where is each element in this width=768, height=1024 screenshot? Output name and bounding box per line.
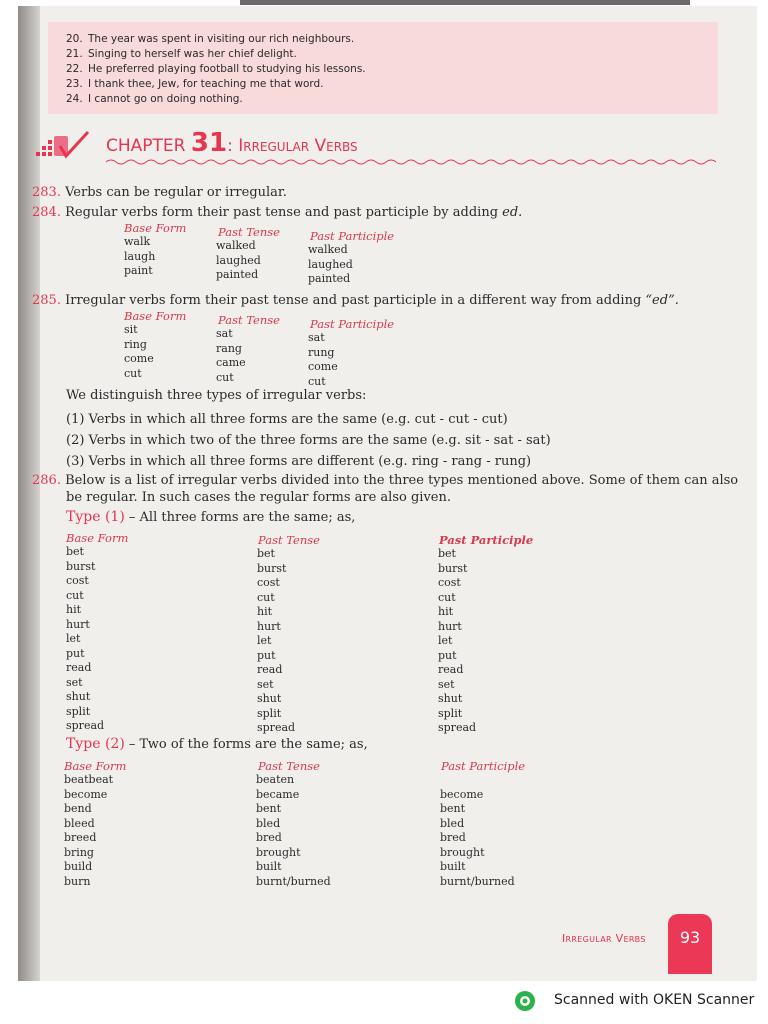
table-cell: bend <box>64 802 92 815</box>
table-cell: bled <box>440 816 465 830</box>
footer-chapter-title: Irregular Verbs <box>562 932 646 945</box>
list-item: (1) Verbs in which all three forms are the same (e.g. cut - cut - cut) <box>66 412 508 427</box>
table-cell: brought <box>256 845 301 859</box>
table-cell: built <box>256 860 282 873</box>
table-cell: bent <box>256 802 282 815</box>
table-cell: read <box>438 663 464 676</box>
table-cell: brought <box>440 845 485 859</box>
table-cell: sit <box>124 323 138 336</box>
list-item: (3) Verbs in which all three forms are different (e.g. ring - rang - rung) <box>66 454 532 469</box>
table-cell: put <box>66 646 85 660</box>
table-cell: let <box>438 634 453 647</box>
table-cell: ring <box>124 337 147 351</box>
table-cell: split <box>438 706 463 720</box>
table-cell: hit <box>257 605 273 618</box>
table-cell: bet <box>257 547 275 560</box>
header-base-form: Base Form <box>124 221 187 235</box>
table-cell: cut <box>66 588 84 602</box>
table-cell: laughed <box>308 257 353 271</box>
table-cell: split <box>66 704 91 718</box>
top-edge-bar <box>240 0 690 5</box>
table-cell: burst <box>66 559 96 573</box>
list-item: 22. He preferred playing football to studying his lessons. <box>66 63 366 75</box>
table-cell: breed <box>64 831 97 844</box>
table-cell: spread <box>66 719 105 732</box>
table-cell: rung <box>308 345 335 359</box>
table-cell: cut <box>216 370 234 384</box>
paragraph-285: 285. Irregular verbs form their past tense and past participle in a different way from adding “ed”. <box>32 293 679 308</box>
header-past-tense: Past Tense <box>258 533 320 547</box>
list-item: 20. The year was spent in visiting our rich neighbours. <box>66 33 355 45</box>
table-cell: cut <box>124 366 142 380</box>
types-list <box>66 409 551 472</box>
table-cell: walked <box>216 239 256 252</box>
checkmark-icon <box>34 130 94 164</box>
table-cell: become <box>64 787 108 801</box>
scanner-text: Scanned with OKEN Scanner <box>554 992 755 1008</box>
table-cell: read <box>257 663 283 676</box>
table-cell: spread <box>438 721 477 734</box>
chapter-title: CHAPTER 31: Irregular Verbs <box>106 128 358 158</box>
table-cell: hurt <box>257 619 281 633</box>
previous-exercise-list <box>66 32 366 107</box>
header-base-form: Base Form <box>66 531 129 545</box>
table-cell: built <box>440 860 466 873</box>
table-cell: bred <box>256 831 282 844</box>
table-cell: burst <box>438 561 468 575</box>
header-past-tense: Past Tense <box>218 313 280 327</box>
table-cell: bring <box>64 845 94 859</box>
table-cell: put <box>257 648 276 662</box>
list-item: 24. I cannot go on doing nothing. <box>66 93 243 105</box>
table-cell: come <box>308 360 338 373</box>
table-cell: bet <box>66 545 84 558</box>
table-cell: sat <box>308 331 325 344</box>
table-cell: hit <box>438 605 454 618</box>
table-cell: set <box>66 675 83 689</box>
table-cell: bent <box>440 802 466 815</box>
table-cell: painted <box>216 268 259 281</box>
scanner-logo-icon <box>514 990 538 1012</box>
header-base-form: Base Form <box>64 759 127 773</box>
table-cell: cost <box>66 574 89 587</box>
table-cell: bled <box>256 816 281 830</box>
table-cell: spread <box>257 721 296 734</box>
table-cell: bred <box>440 831 466 844</box>
table-cell: laughed <box>216 253 261 267</box>
table-cell: walked <box>308 243 348 256</box>
distinguish-text: We distinguish three types of irregular verbs: <box>66 388 367 403</box>
table-cell: shut <box>66 690 91 703</box>
table-cell: paint <box>124 264 153 277</box>
list-item: 23. I thank thee, Jew, for teaching me that word. <box>66 78 324 90</box>
table-cell: cost <box>438 576 461 589</box>
table-cell: let <box>66 632 81 645</box>
list-item: (2) Verbs in which two of the three forms are the same (e.g. sit - sat - sat) <box>66 433 551 448</box>
table-cell: let <box>257 634 272 647</box>
table-cell: beaten <box>256 773 295 786</box>
header-past-participle: Past Participle <box>439 533 534 547</box>
table-cell: set <box>257 677 274 691</box>
header-past-participle: Past Participle <box>441 759 526 773</box>
header-past-participle: Past Participle <box>310 229 395 243</box>
table-cell: read <box>66 661 92 674</box>
header-base-form: Base Form <box>124 309 187 323</box>
table-cell: painted <box>308 272 351 285</box>
header-past-tense: Past Tense <box>218 225 280 239</box>
chapter-heading <box>28 124 708 172</box>
table-cell: cut <box>308 374 326 388</box>
table-cell: set <box>438 677 455 691</box>
table-cell: burst <box>257 561 287 575</box>
table-cell: split <box>257 706 282 720</box>
table-cell: build <box>64 860 93 873</box>
type-1-heading: Type (1) – All three forms are the same; as, <box>66 509 356 525</box>
table-cell: hurt <box>438 619 462 633</box>
table-cell: came <box>216 356 246 369</box>
page-number: 93 <box>679 928 701 947</box>
table-cell: burnt/burned <box>440 874 515 888</box>
table-cell: shut <box>438 692 463 705</box>
paragraph-286-line2: be regular. In such cases the regular forms are also given. <box>66 490 451 505</box>
wavy-underline <box>106 158 716 166</box>
table-cell: laugh <box>124 249 156 263</box>
table-cell: come <box>124 352 154 365</box>
table-cell: hit <box>66 603 82 616</box>
table-cell: shut <box>257 692 282 705</box>
page-number-tab <box>668 914 712 974</box>
table-cell: become <box>440 787 484 801</box>
table-cell <box>440 773 515 788</box>
paragraph-284: 284. Regular verbs form their past tense and past participle by adding ed. <box>32 205 523 220</box>
table-cell: became <box>256 787 300 801</box>
type-2-heading: Type (2) – Two of the forms are the same; as, <box>66 736 368 752</box>
table-cell: bleed <box>64 816 95 830</box>
table-cell: sat <box>216 327 233 340</box>
table-cell: beatbeat <box>64 773 114 786</box>
header-past-participle: Past Participle <box>310 317 395 331</box>
table-cell: hurt <box>66 617 90 631</box>
table-cell: rang <box>216 341 242 355</box>
header-past-tense: Past Tense <box>258 759 320 773</box>
table-cell: bet <box>438 547 456 560</box>
list-item: 21. Singing to herself was her chief delight. <box>66 48 297 60</box>
table-cell: burn <box>64 874 91 888</box>
table-cell: cut <box>257 590 275 604</box>
table-cell: burnt/burned <box>256 874 331 888</box>
paragraph-283: 283. Verbs can be regular or irregular. <box>32 185 287 200</box>
table-cell: cut <box>438 590 456 604</box>
table-cell: put <box>438 648 457 662</box>
table-cell: walk <box>124 235 151 248</box>
table-cell: cost <box>257 576 280 589</box>
paragraph-286: 286. Below is a list of irregular verbs divided into the three types mentioned above. Some of them can also <box>32 473 739 488</box>
